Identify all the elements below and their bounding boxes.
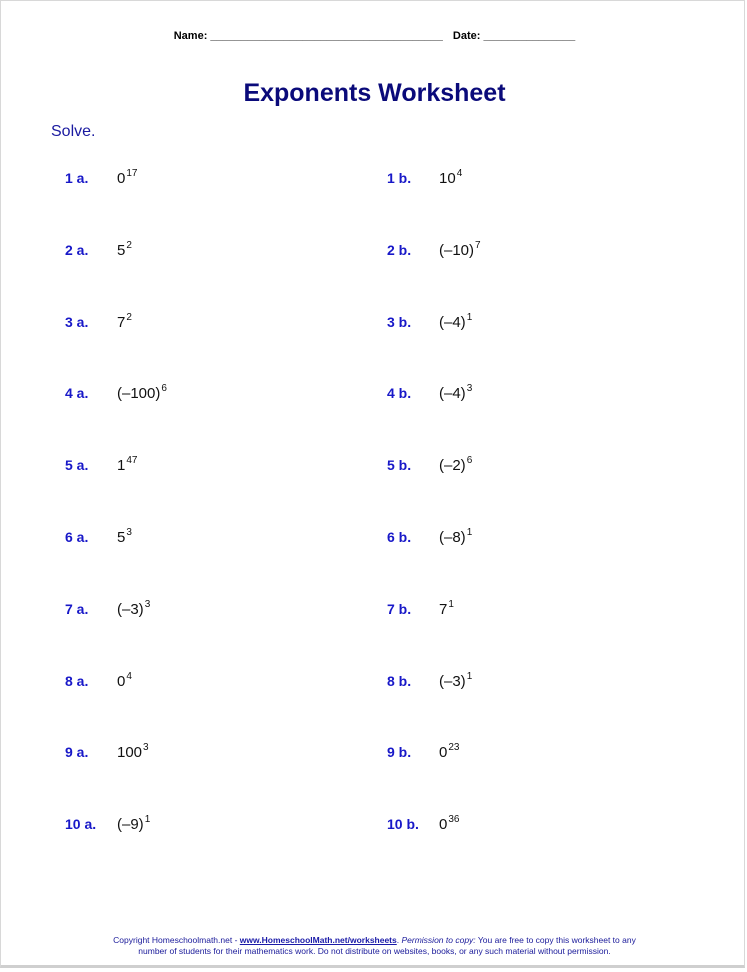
exponent-expression xyxy=(117,816,150,833)
problem-1-b xyxy=(387,170,687,194)
problem-5-b xyxy=(387,457,687,481)
exponent-expression xyxy=(439,314,472,331)
exponent-expression xyxy=(117,170,137,187)
expression-base: (–4) xyxy=(439,314,466,331)
expression-exponent: 6 xyxy=(466,455,473,466)
problem-label: 6 a. xyxy=(65,529,89,545)
problem-label: 6 b. xyxy=(387,529,412,545)
exponent-expression xyxy=(117,242,132,259)
expression-exponent: 4 xyxy=(126,671,132,682)
expression-exponent: 1 xyxy=(448,599,454,610)
problem-label: 2 b. xyxy=(387,242,412,258)
problem-7-b xyxy=(387,601,687,625)
problem-label: 7 b. xyxy=(387,601,412,617)
problem-3-a xyxy=(65,314,365,338)
problem-10-b xyxy=(387,816,687,840)
exponent-expression xyxy=(439,601,454,618)
problem-8-a xyxy=(65,673,365,697)
copyright-text: Copyright Homeschoolmath.net - xyxy=(113,935,240,945)
problem-label: 3 b. xyxy=(387,314,412,330)
expression-base: 7 xyxy=(117,314,126,331)
expression-base: (–100) xyxy=(117,385,161,402)
exponent-expression xyxy=(439,385,472,402)
exponent-expression xyxy=(117,744,149,761)
footer-copyright: Copyright Homeschoolmath.net - www.HomeschoolMath.net/worksheets. Permission to copy: You are free to copy this worksheet to any number of students for their mathematics work. Do not distribute on websites, books, or any such material without permission. xyxy=(113,935,636,956)
problem-label: 5 a. xyxy=(65,457,89,473)
expression-exponent: 2 xyxy=(126,240,132,251)
problem-label: 8 a. xyxy=(65,673,89,689)
problem-label: 2 a. xyxy=(65,242,89,258)
expression-base: 5 xyxy=(117,529,126,546)
expression-base: 0 xyxy=(439,744,448,761)
problem-10-a xyxy=(65,816,365,840)
problem-label: 9 a. xyxy=(65,744,89,760)
exponent-expression xyxy=(439,816,459,833)
problem-label: 3 a. xyxy=(65,314,89,330)
problem-2-b xyxy=(387,242,687,266)
expression-base: 10 xyxy=(439,170,456,187)
problem-label: 4 b. xyxy=(387,385,412,401)
expression-exponent: 6 xyxy=(161,383,167,394)
expression-exponent: 36 xyxy=(448,814,460,825)
exponent-expression xyxy=(439,457,472,474)
problem-label: 1 a. xyxy=(65,170,89,186)
problem-6-a xyxy=(65,529,365,553)
expression-exponent: 3 xyxy=(466,383,473,394)
name-blank: ______________________________________ xyxy=(210,30,443,42)
problem-5-a xyxy=(65,457,365,481)
expression-base: 0 xyxy=(117,170,126,187)
problem-label: 9 b. xyxy=(387,744,412,760)
expression-exponent: 1 xyxy=(466,527,473,538)
expression-base: (–10) xyxy=(439,242,475,259)
name-label: Name: xyxy=(173,30,208,42)
expression-base: 5 xyxy=(117,242,126,259)
expression-exponent: 3 xyxy=(126,527,132,538)
page-title: Exponents Worksheet xyxy=(243,79,506,107)
permission-text: You are free to copy this worksheet to any xyxy=(475,935,636,945)
exponent-expression xyxy=(439,529,472,546)
expression-exponent: 1 xyxy=(144,814,151,825)
expression-exponent: 3 xyxy=(143,742,149,753)
exponent-expression xyxy=(439,744,459,761)
date-blank: _______________ xyxy=(483,30,576,42)
expression-exponent: 4 xyxy=(456,168,463,179)
expression-exponent: 23 xyxy=(448,742,460,753)
problem-6-b xyxy=(387,529,687,553)
expression-base: (–9) xyxy=(117,816,144,833)
expression-base: 7 xyxy=(439,601,448,618)
problem-8-b xyxy=(387,673,687,697)
name-date-header xyxy=(1,30,747,42)
problem-label: 10 a. xyxy=(65,816,97,832)
expression-exponent: 2 xyxy=(126,312,132,323)
problem-9-a xyxy=(65,744,365,768)
instructions: Solve. xyxy=(51,123,96,140)
problem-label: 8 b. xyxy=(387,673,412,689)
exponent-expression xyxy=(117,673,132,690)
exponent-expression xyxy=(117,314,132,331)
expression-base: (–3) xyxy=(439,673,466,690)
permission-label: Permission to copy: xyxy=(401,935,476,945)
exponent-expression xyxy=(439,242,481,259)
homeschoolmath-link[interactable]: www.HomeschoolMath.net/worksheets xyxy=(239,935,397,945)
permission-text-line2: number of students for their mathematics work. Do not distribute on websites, books, or any such material without permission. xyxy=(138,946,611,956)
problem-label: 10 b. xyxy=(387,816,419,832)
expression-exponent: 7 xyxy=(475,240,481,251)
expression-base: (–8) xyxy=(439,529,466,546)
exponent-expression xyxy=(117,457,137,474)
expression-exponent: 3 xyxy=(144,599,151,610)
problem-2-a xyxy=(65,242,365,266)
expression-exponent: 17 xyxy=(126,168,138,179)
problem-4-b xyxy=(387,385,687,409)
problem-label: 1 b. xyxy=(387,170,412,186)
expression-base: 100 xyxy=(117,744,143,761)
exponent-expression xyxy=(439,673,472,690)
problem-7-a xyxy=(65,601,365,625)
problem-label: 7 a. xyxy=(65,601,89,617)
problem-9-b xyxy=(387,744,687,768)
expression-base: 1 xyxy=(117,457,126,474)
problem-label: 4 a. xyxy=(65,385,89,401)
problem-label: 5 b. xyxy=(387,457,412,473)
expression-exponent: 1 xyxy=(466,312,473,323)
expression-exponent: 47 xyxy=(126,455,138,466)
exponent-expression xyxy=(439,170,462,187)
problem-3-b xyxy=(387,314,687,338)
exponent-expression xyxy=(117,529,132,546)
expression-base: 0 xyxy=(439,816,448,833)
expression-base: 0 xyxy=(117,673,126,690)
problem-4-a xyxy=(65,385,365,409)
expression-exponent: 1 xyxy=(466,671,473,682)
expression-base: (–2) xyxy=(439,457,466,474)
expression-base: (–3) xyxy=(117,601,144,618)
problem-1-a xyxy=(65,170,365,194)
date-label: Date: xyxy=(452,30,481,42)
expression-base: (–4) xyxy=(439,385,466,402)
exponent-expression xyxy=(117,601,150,618)
exponent-expression xyxy=(117,385,167,402)
